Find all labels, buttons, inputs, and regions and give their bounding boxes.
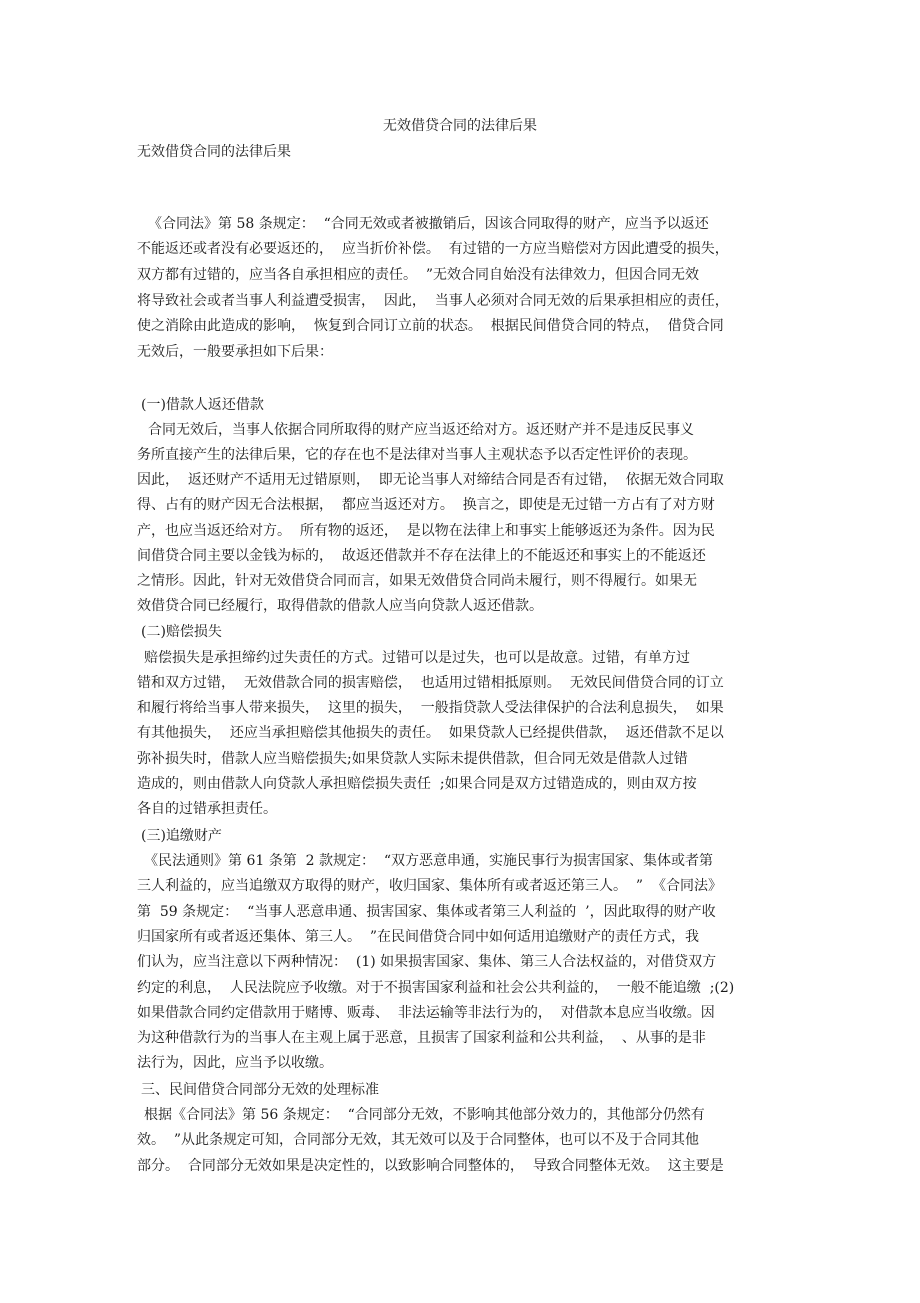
section-heading: (二)赔偿损失 [141,624,222,640]
body-line: 因此， 返还财产不适用无过错原则， 即无论当事人对缔结合同是否有过错， 依据无效合同取 [137,472,724,488]
body-line: 三人利益的，应当追缴双方取得的财产，收归国家、集体所有或者返还第三人。 ” 《合同法》 [137,878,722,894]
body-line: 弥补损失时，借款人应当赔偿损失;如果贷款人实际未提供借款，但合同无效是借款人过错 [137,751,688,767]
body-line: 有其他损失， 还应当承担赔偿其他损失的责任。 如果贷款人已经提供借款， 返还借款不足以 [137,725,724,741]
body-line: 使之消除由此造成的影响， 恢复到合同订立前的状态。 根据民间借贷合同的特点， 借贷合同 [137,318,724,334]
body-line: 法行为，因此，应当予以收缴。 [137,1055,333,1071]
body-line: 无效后，一般要承担如下后果： [137,344,333,360]
section-heading: (一)借款人返还借款 [141,397,264,413]
section-heading: 三、民间借贷合同部分无效的处理标准 [141,1082,379,1098]
body-line: 部分。 合同部分无效如果是决定性的，以致影响合同整体的， 导致合同整体无效。 这主要是 [137,1158,724,1174]
document-subtitle: 无效借贷合同的法律后果 [137,144,291,160]
body-line: 各自的过错承担责任。 [137,801,277,817]
section-heading: (三)追缴财产 [141,828,222,844]
body-line: 效。 ”从此条规定可知，合同部分无效，其无效可以及于合同整体，也可以不及于合同其他 [137,1132,700,1148]
body-line: 之情形。因此，针对无效借贷合同而言，如果无效借贷合同尚未履行，则不得履行。如果无 [137,573,697,589]
body-line: 造成的，则由借款人向贷款人承担赔偿损失责任 ;如果合同是双方过错造成的，则由双方按 [137,776,697,792]
document-title: 无效借贷合同的法律后果 [383,118,537,134]
body-line: 将导致社会或者当事人利益遭受损害， 因此， 当事人必须对合同无效的后果承担相应的责任， [137,293,729,309]
body-line: 《民法通则》第 61 条第 2 款规定： “双方恶意串通，实施民事行为损害国家、集体或者第 [144,853,714,869]
body-line: 得、占有的财产因无合法根据， 都应当返还对方。 换言之，即使是无过错一方占有了对方财 [137,497,715,513]
body-line: 为这种借款行为的当事人在主观上属于恶意，且损害了国家利益和公共利益， 、从事的是非 [137,1030,706,1046]
body-line: 错和双方过错， 无效借款合同的损害赔偿， 也适用过错相抵原则。 无效民间借贷合同的订立 [137,675,724,691]
body-line: 间借贷合同主要以金钱为标的， 故返还借款并不存在法律上的不能返还和事实上的不能返还 [137,548,706,564]
body-line: 第 59 条规定： “当事人恶意串通、损害国家、集体或者第三人利益的 ’，因此取得的财产收 [137,904,716,920]
body-line: 根据《合同法》第 56 条规定： “合同部分无效，不影响其他部分效力的，其他部分仍然有 [144,1107,705,1123]
body-line: 归国家所有或者返还集体、第三人。 ”在民间借贷合同中如何适用追缴财产的责任方式，我 [137,929,700,945]
body-line: 务所直接产生的法律后果，它的存在也不是法律对当事人主观状态予以否定性评价的表现。 [137,447,697,463]
body-line: 不能返还或者没有必要返还的， 应当折价补偿。 有过错的一方应当赔偿对方因此遭受的损失， [137,241,729,257]
body-line: 效借贷合同已经履行，取得借款的借款人应当向贷款人返还借款。 [137,598,543,614]
body-line: 产，也应当返还给对方。 所有物的返还， 是以物在法律上和事实上能够返还为条件。因为民 [137,523,715,539]
body-line: 双方都有过错的，应当各自承担相应的责任。 ”无效合同自始没有法律效力，但因合同无效 [137,267,700,283]
body-line: 《合同法》第 58 条规定： “合同无效或者被撤销后，因该合同取得的财产，应当予以返还 [148,216,709,232]
body-line: 和履行将给当事人带来损失， 这里的损失， 一般指贷款人受法律保护的合法利息损失， 如果 [137,700,724,716]
body-line: 如果借款合同约定借款用于赌博、贩毒、 非法运输等非法行为的， 对借款本息应当收缴。因 [137,1005,715,1021]
body-line: 约定的利息， 人民法院应予收缴。对于不损害国家利益和社会公共利益的， 一般不能追缴 ;(2) [137,980,735,996]
body-line: 合同无效后，当事人依据合同所取得的财产应当返还给对方。返还财产并不是违反民事义 [148,422,694,438]
body-line: 们认为，应当注意以下两种情况： (1) 如果损害国家、集体、第三人合法权益的，对借贷双方 [137,954,717,970]
body-line: 赔偿损失是承担缔约过失责任的方式。过错可以是过失，也可以是故意。过错，有单方过 [144,650,690,666]
